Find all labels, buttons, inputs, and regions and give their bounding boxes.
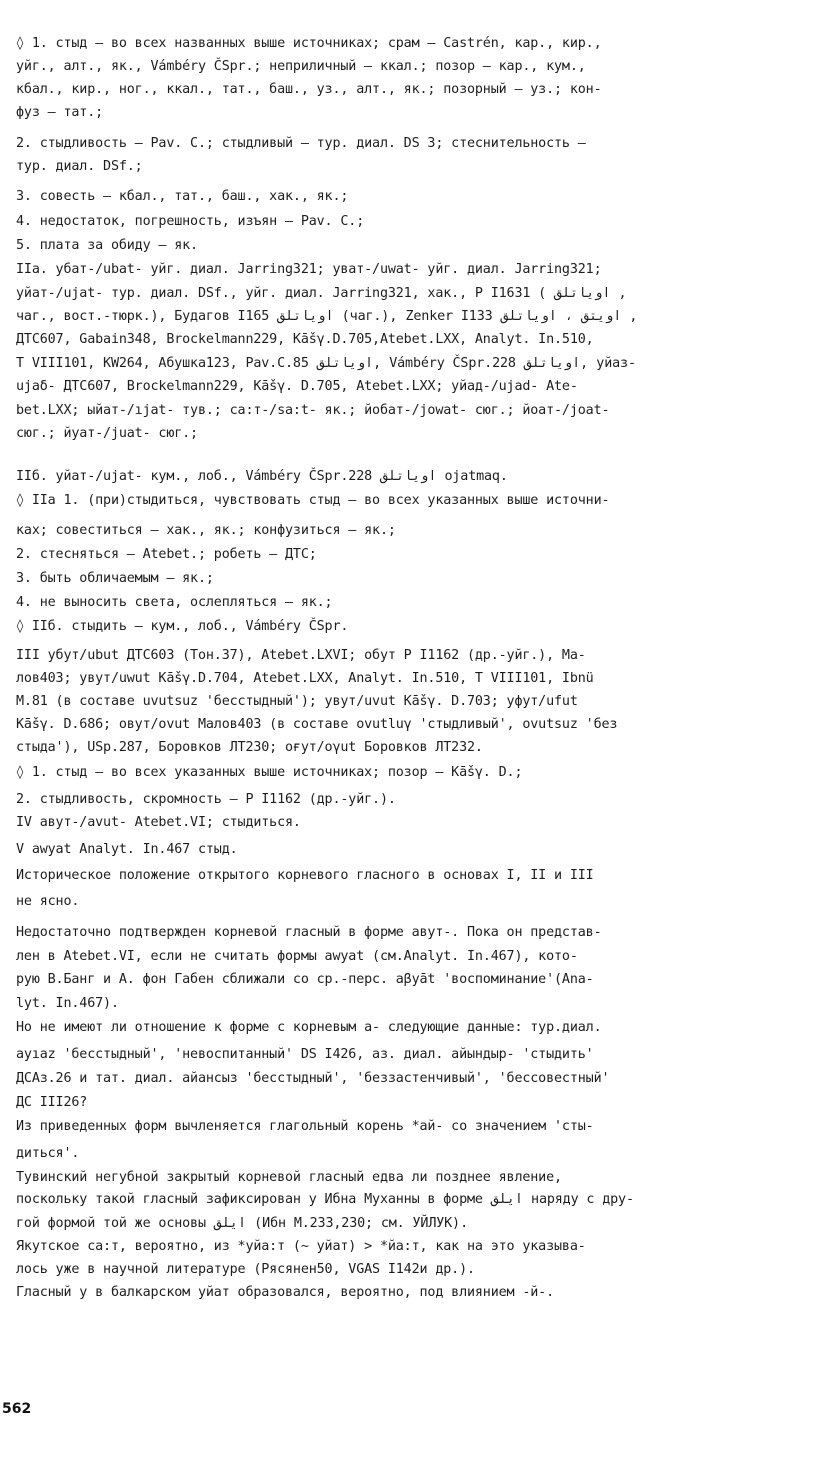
text-line: 5. плата за обиду – як. <box>16 238 198 253</box>
text-line: сюг.; йуат-/juat- сюг.; <box>16 426 198 441</box>
text-line: M.81 (в составе uvutsuz 'бесстыдный'); увут/uvut Kāšγ. D.703; уфут/ufut <box>16 694 578 709</box>
page-number: 562 <box>2 1401 32 1417</box>
text-line: 2. стыдливость, скромность – Р I1162 (др.-уйг.). <box>16 792 396 807</box>
text-line: Недостаточно подтвержден корневой гласный в форме авут-. Пока он представ- <box>16 925 602 940</box>
text-line: Т VIII101, КW264, Абушка123, Pav.C.85 اوياتلق, Vámbéry ČSpr.228 اوياتلق, уйаз- <box>16 356 636 371</box>
text-line: ◊ 1. стыд – во всех названных выше источниках; срам – Castrén, кар., кир., <box>16 36 602 51</box>
text-line: ках; совеститься – хак., як.; конфузиться – як.; <box>16 523 396 538</box>
text-line: фуз – тат.; <box>16 105 104 120</box>
text-line: 4. недостаток, погрешность, изъян – Pav. C.; <box>16 214 365 229</box>
text-line: ujaδ- ДТС607, Brockelmann229, Kāšγ. D.705, Atebet.LXX; уйад-/ujad- Ate- <box>16 379 578 394</box>
text-line: 3. совесть – кбал., тат., баш., хак., як.; <box>16 189 349 204</box>
text-line: стыда'), USp.287, Боровков ЛТ230; оғут/oγut Боровков ЛТ232. <box>16 740 483 755</box>
text-line: уйат-/ujat- тур. диал. DSf., уйг. диал. Jarring321, хак., Р I1631 ( اوياتلق , <box>16 286 627 301</box>
text-line: IIa. убат-/ubat- уйг. диал. Jarring321; уват-/uwat- уйг. диал. Jarring321; <box>16 262 602 277</box>
text-line: 2. стыдливость – Pav. C.; стыдливый – тур. диал. DS 3; стеснительность – <box>16 136 586 151</box>
text-line: Тувинский негубной закрытый корневой гласный едва ли позднее явление, <box>16 1170 562 1185</box>
text-line: ДСАз.26 и тат. диал. айансыз 'бесстыдный', 'беззастенчивый', 'бессовестный' <box>16 1071 610 1086</box>
text-line: 2. стесняться – Atebet.; робеть – ДТС; <box>16 547 317 562</box>
text-line: кбал., кир., ног., ккал., тат., баш., уз., алт., як.; позорный – уз.; кон- <box>16 82 602 97</box>
text-line: ◊ IIa 1. (при)стыдиться, чувствовать стыд – во всех указанных выше источни- <box>16 493 610 508</box>
text-line: уйг., алт., як., Vámbéry ČSpr.; неприличный – ккал.; позор – кар., кум., <box>16 59 586 74</box>
text-line: Гласный у в балкарском уйат образовался, вероятно, под влиянием -й-. <box>16 1285 555 1300</box>
text-line: чаг., вост.-тюрк.), Будагов I165 اوياتلق (чаг.), Zenker I133 اويتق ، اوياتلق , <box>16 309 638 324</box>
text-line: ◊ 1. стыд – во всех указанных выше источниках; позор – Kāšγ. D.; <box>16 765 523 780</box>
text-line: диться'. <box>16 1146 80 1161</box>
text-line: 3. быть обличаемым – як.; <box>16 571 214 586</box>
text-line: IIб. уйат-/ujat- кум., лоб., Vámbéry ČSpr.228 اوياتلق ojatmaq. <box>16 469 508 484</box>
text-line: ДТС607, Gabain348, Brockelmann229, Kāšγ.D.705,Atebet.LXX, Analyt. In.510, <box>16 332 594 347</box>
text-line: lyt. In.467). <box>16 996 119 1011</box>
text-line: ◊ IIб. стыдить – кум., лоб., Vámbéry ČSpr. <box>16 619 349 634</box>
text-line: Из приведенных форм вычленяется глагольный корень *ай- со значением 'сты- <box>16 1119 594 1134</box>
text-line: рую В.Банг и А. фон Габен сближали со ср.-перс. aβyāt 'воспоминание'(Ana- <box>16 972 594 987</box>
text-line: V awyat Analyt. In.467 стыд. <box>16 842 238 857</box>
text-line: не ясно. <box>16 894 80 909</box>
text-line: поскольку такой гласный зафиксирован у Ибна Муханны в форме ايلق наряду с дру- <box>16 1192 634 1207</box>
text-line: Историческое положение открытого корневого гласного в основах I, II и III <box>16 868 594 883</box>
text-line: гой формой той же основы ايلق (Ибн М.233,230; см. УЙЛУК). <box>16 1216 469 1231</box>
text-line: лен в Atebet.VI, если не считать формы awyat (см.Analyt. In.467), кото- <box>16 949 578 964</box>
text-line: Но не имеют ли отношение к форме с корневым а- следующие данные: тур.диал. <box>16 1020 602 1035</box>
text-line: лов403; увут/uwut Kāšγ.D.704, Atebet.LXX, Analyt. In.510, Т VIII101, Ibnü <box>16 671 594 686</box>
text-line: bet.LXX; ыйат-/ıjat- тув.; са:т-/sa:t- як.; йобат-/jowat- сюг.; йоат-/joat- <box>16 403 610 418</box>
text-line: Якутское са:т, вероятно, из *уйа:т (~ уйат) > *йа:т, как на это указыва- <box>16 1239 586 1254</box>
text-line: IV авут-/avut- Atebet.VI; стыдиться. <box>16 815 301 830</box>
text-line: лось уже в научной литературе (Рясянен50, VGAS I142и др.). <box>16 1262 475 1277</box>
text-line: III убут/ubut ДТС603 (Тон.37), Atebet.LXVI; обут Р I1162 (др.-уйг.), Ма- <box>16 648 586 663</box>
text-line: тур. диал. DSf.; <box>16 159 143 174</box>
text-line: ayıaz 'бесстыдный', 'невоспитанный' DS I426, аз. диал. айындыр- 'стыдить' <box>16 1047 594 1062</box>
text-line: Kāšγ. D.686; овут/ovut Малов403 (в составе ovutluγ 'стыдливый', ovutsuz 'без <box>16 717 618 732</box>
text-line: 4. не выносить света, ослепляться – як.; <box>16 595 333 610</box>
text-line: ДС III26? <box>16 1095 88 1110</box>
